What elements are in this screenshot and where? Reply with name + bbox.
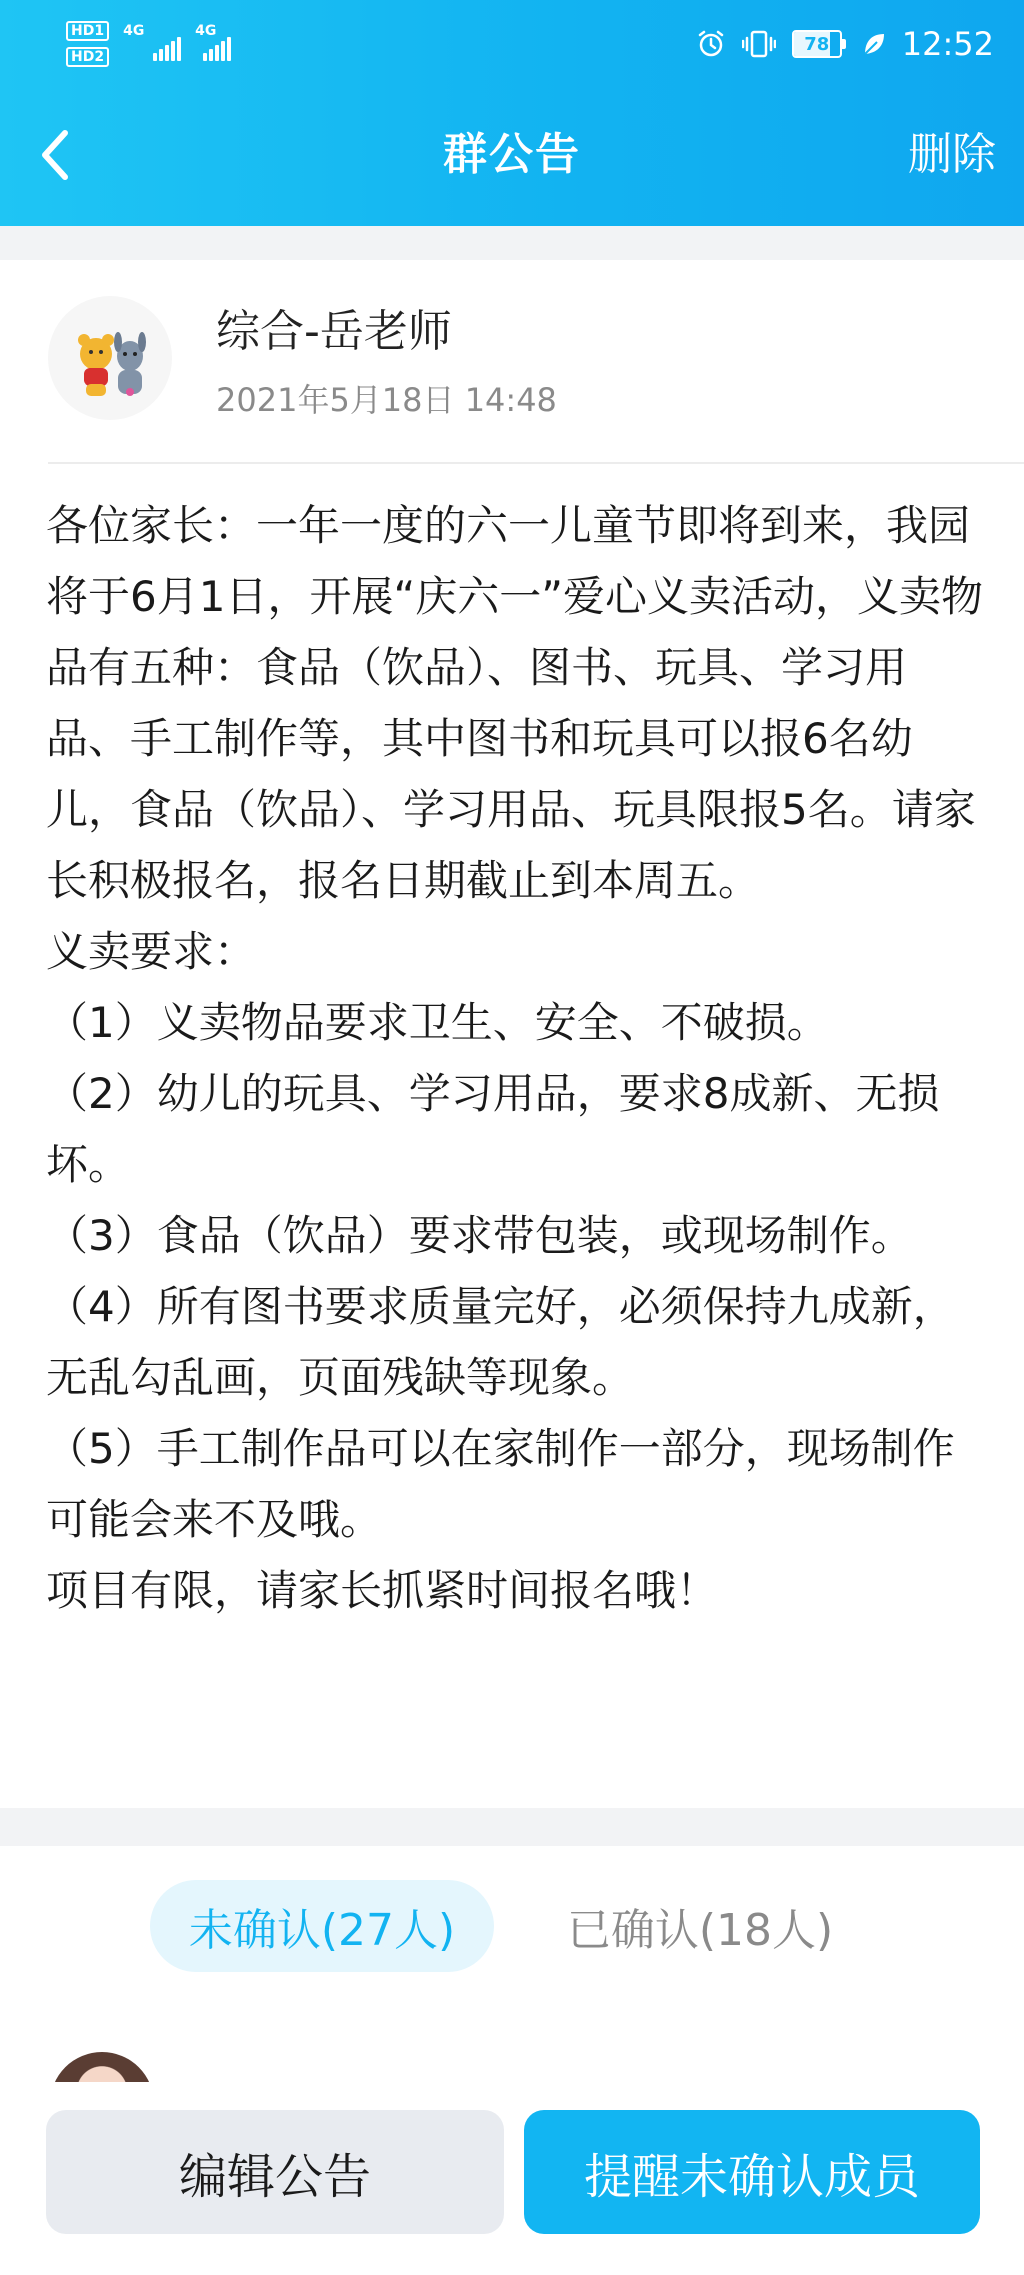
avatar-cartoon-image [48, 296, 172, 420]
hd-badge-sim1: HD1 [66, 21, 109, 41]
announcement-card [0, 260, 1024, 1808]
status-bar-right [696, 20, 994, 68]
hd-badges [66, 21, 109, 67]
vibrate-icon [742, 29, 776, 59]
announcement-content: 各位家长：一年一度的六一儿童节即将到来，我园将于6月1日，开展“庆六一”爱心义卖活动，义卖物品有五种：食品（饮品）、图书、玩具、学习用品、手工制作等，其中图书和玩具可以报6名幼儿，食品（饮品）、学习用品、玩具限报5名。请家长积极报名，报名日期截止到本周五。 义卖要求： （1）义卖物品要求卫生、安全、不破损。 （2）幼儿的玩具、学习用品，要求8成新、无损坏。 （3）食品（饮品）要求带包装，或现场制作。 （4）所有图书要求质量完好，必须保持九成新，无乱勾乱画，页面残缺等现象。 （5）手工制作品可以在家制作一部分，现场制作可能会来不及哦。 项目有限，请家长抓紧时间报名哦！ [46, 501, 983, 1615]
leaf-icon [862, 31, 886, 57]
delete-button[interactable]: 删除 [908, 129, 996, 180]
nav-bar [0, 100, 1024, 210]
battery-level: 78 [804, 33, 830, 55]
app-header [0, 0, 1024, 226]
network-type-sim2: 4G [195, 23, 217, 39]
author-avatar[interactable] [48, 296, 172, 420]
alarm-icon [696, 29, 726, 59]
hd-badge-sim2: HD2 [66, 47, 109, 67]
page-title: 群公告 [443, 129, 581, 180]
author-name: 综合-岳老师 [216, 306, 452, 357]
edit-announcement-button[interactable]: 编辑公告 [46, 2110, 504, 2234]
status-bar-left [66, 16, 231, 72]
network-type-sim1: 4G [123, 23, 145, 39]
signal-icon-sim1 [123, 23, 181, 61]
status-bar [0, 0, 1024, 88]
tab-unconfirmed[interactable]: 未确认(27人) [150, 1880, 494, 1972]
announcement-timestamp: 2021年5月18日 14:48 [216, 381, 557, 419]
bottom-action-bar [0, 2090, 1024, 2275]
clock-time: 12:52 [901, 25, 994, 63]
remind-unconfirmed-button[interactable]: 提醒未确认成员 [524, 2110, 980, 2234]
tab-confirmed[interactable]: 已确认(18人) [566, 1905, 834, 1956]
signal-icon-sim2 [195, 23, 231, 61]
divider [48, 462, 1024, 464]
battery-icon [792, 30, 846, 58]
